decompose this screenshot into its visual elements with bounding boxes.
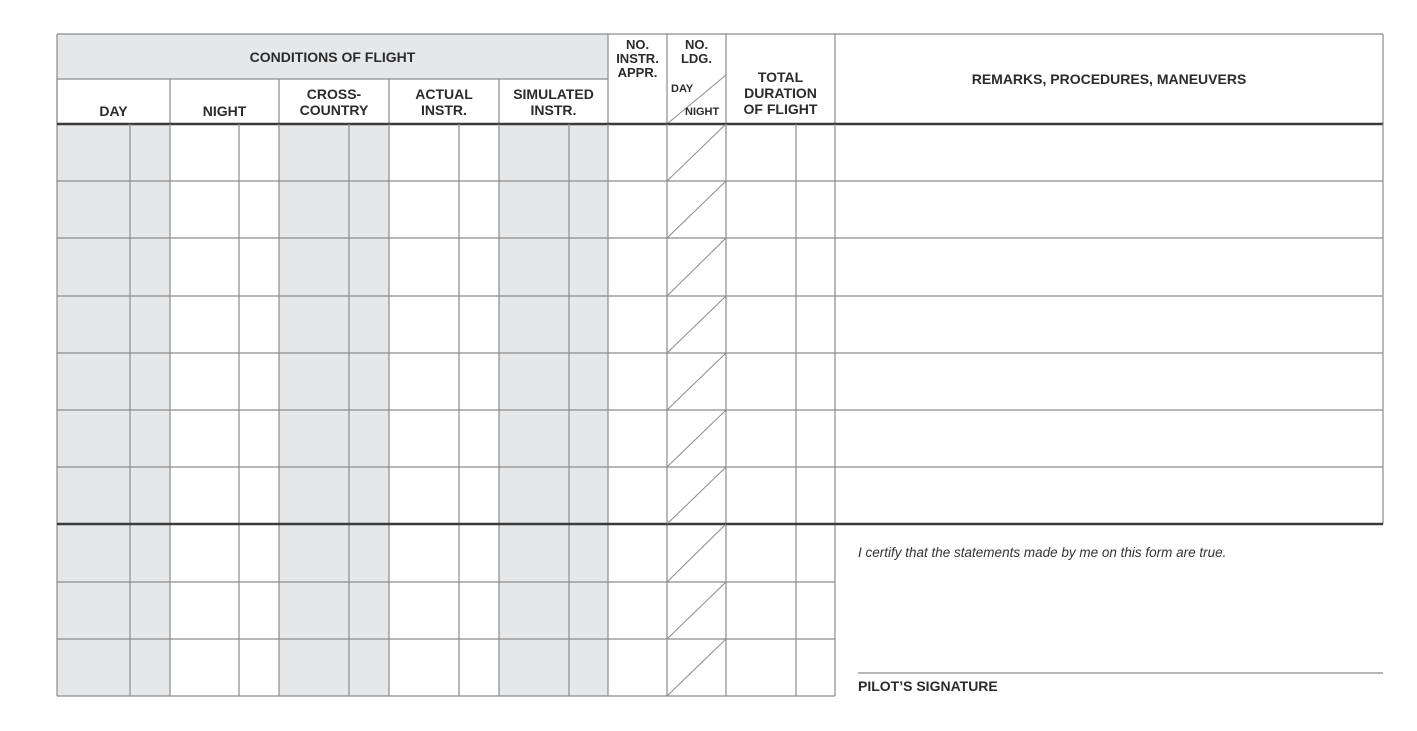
col-no-ldg-label-2: LDG.: [680, 51, 713, 66]
entry-cell[interactable]: [797, 354, 834, 409]
entry-cell[interactable]: [836, 182, 1382, 237]
entry-cell[interactable]: [609, 354, 666, 409]
entry-cell[interactable]: [350, 525, 388, 581]
entry-cell[interactable]: [460, 640, 498, 695]
entry-cell[interactable]: [797, 411, 834, 466]
entry-cell[interactable]: [460, 468, 498, 523]
entry-cell[interactable]: [240, 182, 278, 237]
entry-cell[interactable]: [609, 239, 666, 295]
col-simulated-instr-label-2: INSTR.: [530, 101, 577, 118]
entry-cell[interactable]: [350, 583, 388, 638]
entry-cell[interactable]: [390, 411, 458, 466]
entry-cell[interactable]: [460, 182, 498, 237]
entry-cell[interactable]: [350, 297, 388, 352]
entry-cell[interactable]: [390, 297, 458, 352]
entry-cell[interactable]: [727, 640, 795, 695]
col-simulated-instr-header: [499, 79, 608, 124]
entry-cell[interactable]: [727, 354, 795, 409]
entry-cell[interactable]: [460, 583, 498, 638]
entry-cell[interactable]: [390, 354, 458, 409]
entry-cell[interactable]: [460, 411, 498, 466]
entry-cell[interactable]: [500, 640, 568, 695]
entry-cell[interactable]: [58, 239, 129, 295]
entry-cell[interactable]: [727, 182, 795, 237]
entry-cell[interactable]: [280, 182, 348, 237]
col-no-instr-appr-label-3: APPR.: [617, 65, 658, 80]
entry-cell[interactable]: [58, 583, 129, 638]
entry-cell[interactable]: [836, 239, 1382, 295]
entry-cell[interactable]: [58, 640, 129, 695]
entry-cell[interactable]: [570, 411, 607, 466]
col-remarks-label: REMARKS, PROCEDURES, MANEUVERS: [971, 71, 1247, 87]
entry-cell[interactable]: [836, 468, 1382, 523]
entry-cell[interactable]: [171, 468, 238, 523]
entry-cell[interactable]: [570, 468, 607, 523]
col-total-duration-label-1: TOTAL: [757, 69, 804, 85]
entry-cell[interactable]: [500, 182, 568, 237]
entry-cell[interactable]: [609, 583, 666, 638]
entry-cell[interactable]: [280, 583, 348, 638]
entry-cell[interactable]: [131, 468, 169, 523]
entry-cell[interactable]: [131, 297, 169, 352]
col-simulated-instr-label-1: SIMULATED: [513, 85, 594, 102]
entry-cell[interactable]: [280, 354, 348, 409]
entry-cell[interactable]: [570, 583, 607, 638]
entry-cell[interactable]: [350, 354, 388, 409]
entry-cell[interactable]: [460, 354, 498, 409]
entry-cell[interactable]: [797, 125, 834, 180]
entry-cell[interactable]: [240, 239, 278, 295]
col-cross-country-label-2: COUNTRY: [299, 101, 369, 118]
entry-cell[interactable]: [797, 583, 834, 638]
entry-cell[interactable]: [727, 468, 795, 523]
entry-cell[interactable]: [280, 411, 348, 466]
entry-cell[interactable]: [390, 583, 458, 638]
entry-cell[interactable]: [500, 125, 568, 180]
col-no-instr-appr-label-1: NO.: [625, 37, 650, 52]
entry-cell[interactable]: [727, 297, 795, 352]
entry-cell[interactable]: [350, 468, 388, 523]
entry-cell[interactable]: [460, 297, 498, 352]
col-cross-country-label-1: CROSS-: [306, 85, 362, 102]
entry-cell[interactable]: [390, 640, 458, 695]
entry-cell[interactable]: [500, 239, 568, 295]
entry-cell[interactable]: [460, 239, 498, 295]
col-no-instr-appr-label-2: INSTR.: [616, 51, 659, 66]
entry-cell[interactable]: [131, 640, 169, 695]
entry-cell[interactable]: [58, 468, 129, 523]
entry-cell[interactable]: [240, 583, 278, 638]
entry-cell[interactable]: [58, 125, 129, 180]
entry-cell[interactable]: [609, 411, 666, 466]
entry-cell[interactable]: [797, 297, 834, 352]
entry-cell[interactable]: [240, 411, 278, 466]
entry-cell[interactable]: [390, 468, 458, 523]
entry-cell[interactable]: [836, 354, 1382, 409]
entry-cell[interactable]: [171, 411, 238, 466]
entry-cell[interactable]: [609, 125, 666, 180]
entry-cell[interactable]: [836, 125, 1382, 180]
entry-cell[interactable]: [727, 583, 795, 638]
col-total-duration-header: [726, 64, 835, 122]
entry-cell[interactable]: [727, 125, 795, 180]
entry-cell[interactable]: [797, 239, 834, 295]
entry-cell[interactable]: [171, 525, 238, 581]
entry-cell[interactable]: [58, 354, 129, 409]
entry-cell[interactable]: [350, 182, 388, 237]
entry-cell[interactable]: [570, 297, 607, 352]
entry-cell[interactable]: [500, 583, 568, 638]
entry-cell[interactable]: [58, 411, 129, 466]
entry-cell[interactable]: [500, 411, 568, 466]
entry-cell[interactable]: [240, 125, 278, 180]
entry-cell[interactable]: [727, 239, 795, 295]
col-no-ldg-label-1: NO.: [684, 37, 709, 52]
entry-cell[interactable]: [727, 525, 795, 581]
entry-cell[interactable]: [280, 125, 348, 180]
col-actual-instr-header: [389, 79, 499, 124]
entry-cell[interactable]: [570, 125, 607, 180]
entry-cell[interactable]: [570, 239, 607, 295]
entry-cell[interactable]: [280, 239, 348, 295]
pilot-signature-label: PILOT’S SIGNATURE: [858, 678, 998, 694]
entry-cell[interactable]: [609, 640, 666, 695]
col-day-label: DAY: [99, 103, 128, 119]
entry-cell[interactable]: [240, 525, 278, 581]
entry-cell[interactable]: [58, 182, 129, 237]
entry-cell[interactable]: [570, 640, 607, 695]
entry-cell[interactable]: [350, 640, 388, 695]
entry-cell[interactable]: [280, 525, 348, 581]
certification-statement: I certify that the statements made by me on this form are true.: [858, 545, 1227, 560]
entry-cell[interactable]: [131, 583, 169, 638]
entry-cell[interactable]: [570, 182, 607, 237]
conditions-of-flight-label: CONDITIONS OF FLIGHT: [249, 48, 416, 65]
col-day-header: [57, 96, 170, 126]
conditions-of-flight-header: [57, 34, 608, 79]
entry-cell[interactable]: [797, 468, 834, 523]
entry-cell[interactable]: [240, 354, 278, 409]
entry-cell[interactable]: [131, 354, 169, 409]
col-ldg-night-label: NIGHT: [685, 106, 720, 118]
entry-cell[interactable]: [171, 125, 238, 180]
entry-cell[interactable]: [570, 525, 607, 581]
entry-cell[interactable]: [240, 468, 278, 523]
entry-cell[interactable]: [58, 297, 129, 352]
entry-cell[interactable]: [350, 239, 388, 295]
entry-cell[interactable]: [131, 182, 169, 237]
entry-cell[interactable]: [350, 411, 388, 466]
entry-cell[interactable]: [500, 354, 568, 409]
col-actual-instr-label-1: ACTUAL: [415, 85, 473, 102]
col-no-ldg-header: [667, 38, 726, 70]
entry-cell[interactable]: [240, 297, 278, 352]
col-night-label: NIGHT: [202, 103, 247, 119]
entry-cell[interactable]: [797, 640, 834, 695]
entry-cell[interactable]: [500, 297, 568, 352]
entry-cell[interactable]: [58, 525, 129, 581]
entry-cell[interactable]: [350, 125, 388, 180]
col-total-duration-label-2: DURATION: [744, 85, 817, 101]
entry-cell[interactable]: [570, 354, 607, 409]
entry-cell[interactable]: [836, 411, 1382, 466]
entry-cell[interactable]: [171, 182, 238, 237]
entry-cell[interactable]: [390, 125, 458, 180]
entry-cell[interactable]: [390, 182, 458, 237]
entry-cell[interactable]: [171, 583, 238, 638]
col-total-duration-label-3: OF FLIGHT: [743, 101, 818, 117]
entry-cell[interactable]: [171, 640, 238, 695]
entry-cell[interactable]: [131, 125, 169, 180]
entry-cell[interactable]: [500, 525, 568, 581]
entry-cell[interactable]: [390, 525, 458, 581]
entry-cell[interactable]: [171, 239, 238, 295]
entry-cell[interactable]: [280, 297, 348, 352]
entry-cell[interactable]: [609, 468, 666, 523]
col-remarks-header: [835, 58, 1383, 100]
entry-cell[interactable]: [240, 640, 278, 695]
entry-cell[interactable]: [797, 525, 834, 581]
entry-cell[interactable]: [171, 354, 238, 409]
col-no-instr-appr-header: [608, 38, 667, 84]
entry-cell[interactable]: [609, 525, 666, 581]
entry-cell[interactable]: [390, 239, 458, 295]
entry-cell[interactable]: [609, 182, 666, 237]
col-actual-instr-label-2: INSTR.: [421, 101, 467, 118]
entry-cell[interactable]: [460, 525, 498, 581]
entry-cell[interactable]: [280, 468, 348, 523]
entry-cell[interactable]: [727, 411, 795, 466]
entry-cell[interactable]: [500, 468, 568, 523]
entry-cell[interactable]: [797, 182, 834, 237]
entry-cell[interactable]: [460, 125, 498, 180]
col-night-header: [170, 96, 279, 126]
col-ldg-day-label: DAY: [671, 83, 694, 95]
entry-cell[interactable]: [609, 297, 666, 352]
entry-cell[interactable]: [280, 640, 348, 695]
entry-cell[interactable]: [131, 239, 169, 295]
entry-cell[interactable]: [131, 525, 169, 581]
entry-cell[interactable]: [836, 297, 1382, 352]
entry-cell[interactable]: [171, 297, 238, 352]
col-cross-country-header: [279, 79, 389, 124]
entry-cell[interactable]: [131, 411, 169, 466]
